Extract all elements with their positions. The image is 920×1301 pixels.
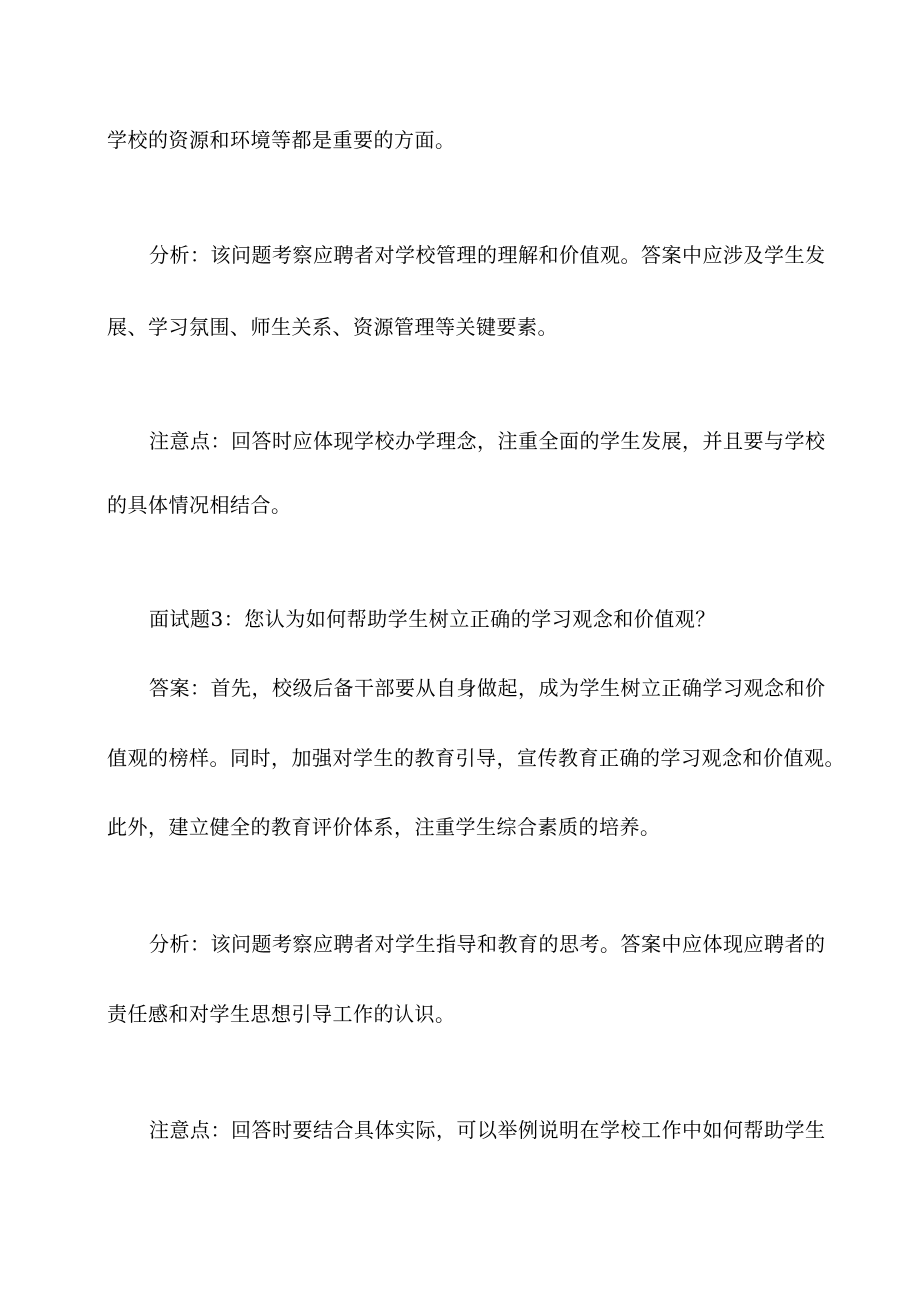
- text-line: 责任感和对学生思想引导工作的认识。: [107, 1002, 456, 1026]
- text-line: 学校的资源和环境等都是重要的方面。: [107, 128, 456, 152]
- text-line: 的具体情况相结合。: [107, 493, 292, 517]
- text-line: 分析：该问题考察应聘者对学校管理的理解和价值观。答案中应涉及学生发: [149, 243, 826, 267]
- text-line: 此外，建立健全的教育评价体系，注重学生综合素质的培养。: [107, 815, 661, 839]
- text-line: 注意点：回答时应体现学校办学理念，注重全面的学生发展，并且要与学校: [149, 429, 826, 453]
- text-line: 展、学习氛围、师生关系、资源管理等关键要素。: [107, 315, 558, 339]
- question-heading: 面试题3：您认为如何帮助学生树立正确的学习观念和价值观？: [149, 607, 716, 631]
- text-line: 注意点：回答时要结合具体实际，可以举例说明在学校工作中如何帮助学生: [149, 1118, 826, 1142]
- text-line: 答案：首先，校级后备干部要从自身做起，成为学生树立正确学习观念和价: [149, 676, 826, 700]
- text-line: 值观的榜样。同时，加强对学生的教育引导，宣传教育正确的学习观念和价值观。: [107, 746, 845, 770]
- text-line: 分析：该问题考察应聘者对学生指导和教育的思考。答案中应体现应聘者的: [149, 932, 826, 956]
